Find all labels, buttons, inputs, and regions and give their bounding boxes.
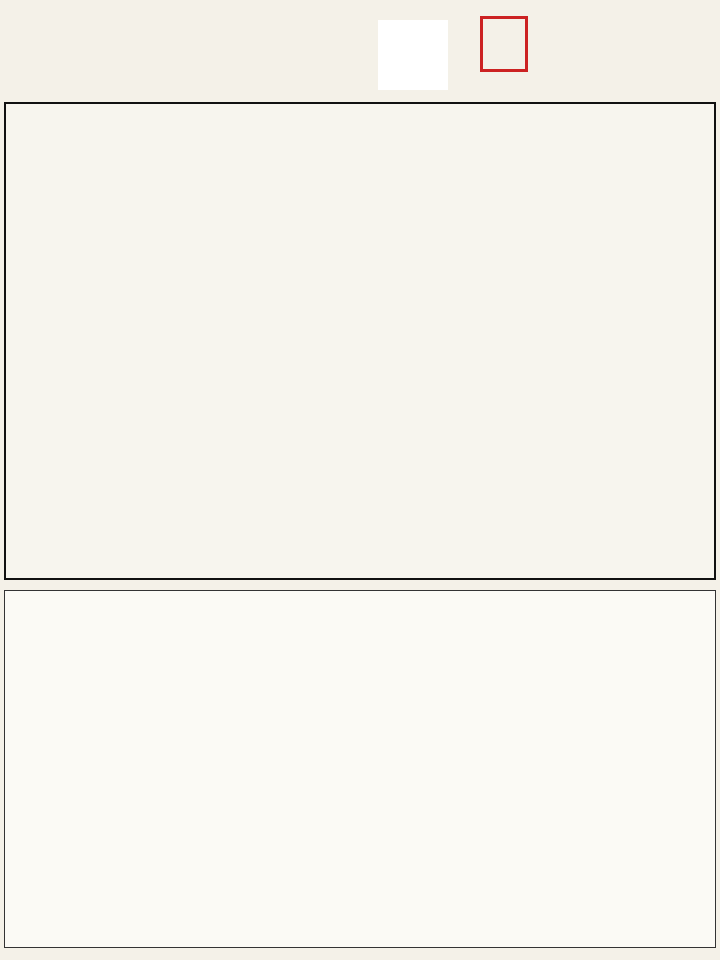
red-seal [480,16,528,72]
header [0,0,720,100]
yearly-grid [4,590,716,948]
chart-top [4,102,716,580]
qr-code [378,20,448,90]
